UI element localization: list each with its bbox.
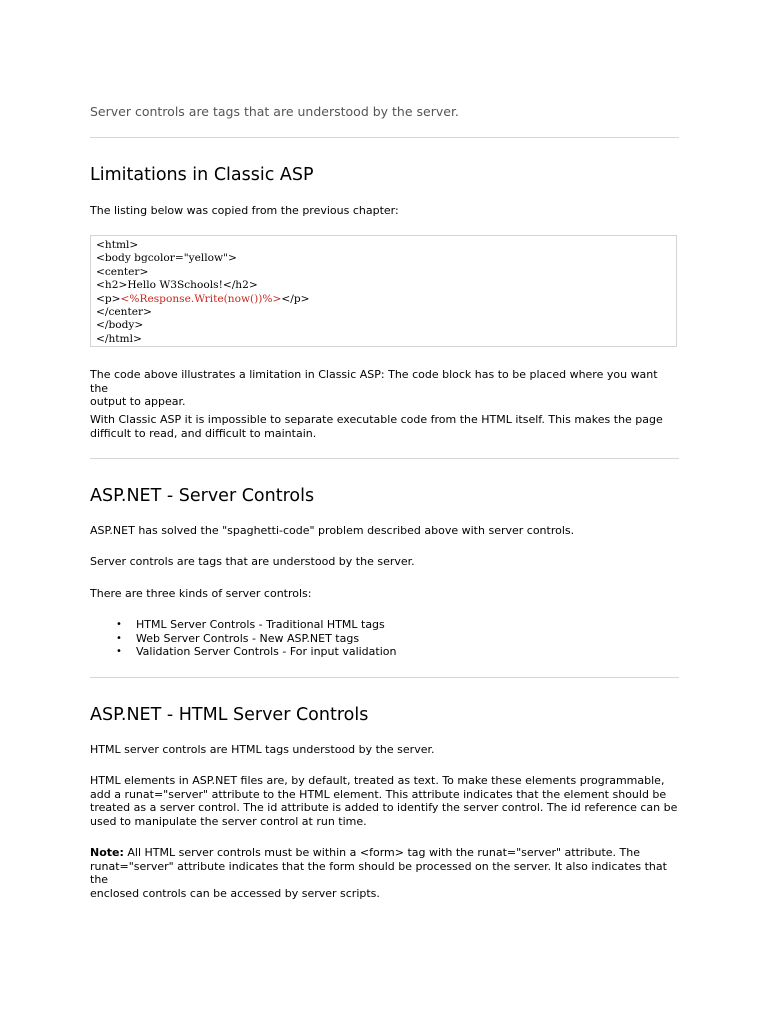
paragraph-limitation: [90, 368, 679, 409]
paragraph-html-server-controls-definition: HTML server controls are HTML tags understood by the server.: [90, 743, 435, 756]
code-line: <center>: [96, 265, 149, 278]
section-divider: [90, 677, 679, 678]
list-item: • Validation Server Controls - For input validation: [116, 645, 397, 659]
code-block: [90, 235, 677, 347]
code-line: <h2>Hello W3Schools!</h2>: [96, 279, 258, 292]
text-line: HTML elements in ASP.NET files are, by default, treated as text. To make these elements programmable,: [90, 774, 665, 787]
text-line: add a runat="server" attribute to the HTML element. This attribute indicates that the element should be: [90, 787, 667, 801]
text-line: difficult to read, and difficult to maintain.: [90, 426, 317, 440]
text-line: enclosed controls can be accessed by server scripts.: [90, 886, 380, 900]
heading-server-controls: ASP.NET - Server Controls: [90, 486, 315, 506]
paragraph-separation: [90, 413, 679, 440]
code-line: </body>: [96, 319, 144, 332]
code-line: </center>: [96, 306, 152, 319]
server-controls-list: [90, 618, 396, 659]
code-server-script: <%Response.Write(now())%>: [120, 292, 282, 305]
text-line: used to manipulate the server control at run time.: [90, 814, 367, 828]
code-fragment: </p>: [281, 292, 310, 305]
code-line: <html>: [96, 239, 139, 251]
heading-limitations-classic-asp: Limitations in Classic ASP: [90, 165, 314, 185]
code-line: <body bgcolor="yellow">: [96, 252, 237, 265]
paragraph-spaghetti-code: ASP.NET has solved the "spaghetti-code" problem described above with server controls.: [90, 524, 575, 537]
heading-html-server-controls: ASP.NET - HTML Server Controls: [90, 705, 369, 725]
section-divider: [90, 458, 679, 459]
bullet: •: [116, 619, 122, 630]
list-item: • HTML Server Controls - Traditional HTML tags: [116, 618, 385, 631]
text-line: treated as a server control. The id attribute is added to identify the server control. The id reference can be: [90, 801, 678, 815]
bullet: •: [116, 632, 122, 644]
code-line: </html>: [96, 332, 142, 345]
text-line: With Classic ASP it is impossible to separate executable code from the HTML itself. This makes the page: [90, 413, 663, 426]
text-line: output to appear.: [90, 395, 186, 409]
bullet: •: [116, 646, 122, 658]
text-line: All HTML server controls must be within a <form> tag with the runat="server" attribute. The: [123, 846, 640, 859]
code-fragment: <p>: [96, 292, 121, 305]
paragraph-listing-intro: The listing below was copied from the previous chapter:: [90, 204, 399, 217]
text-line: runat="server" attribute indicates that the form should be processed on the server. It also indicates that the: [90, 859, 667, 887]
paragraph-note: [90, 846, 679, 900]
text-line: The code above illustrates a limitation in Classic ASP: The code block has to be placed where you want the: [90, 368, 658, 395]
note-label: Note:: [90, 846, 124, 859]
paragraph-runat-server: [90, 774, 679, 828]
intro-text: Server controls are tags that are understood by the server.: [90, 104, 459, 119]
paragraph-server-controls-definition: Server controls are tags that are understood by the server.: [90, 555, 415, 568]
section-divider: [90, 137, 679, 138]
paragraph-three-kinds: There are three kinds of server controls:: [90, 587, 312, 600]
code-line: [96, 293, 676, 306]
list-item: • Web Server Controls - New ASP.NET tags: [116, 631, 360, 645]
